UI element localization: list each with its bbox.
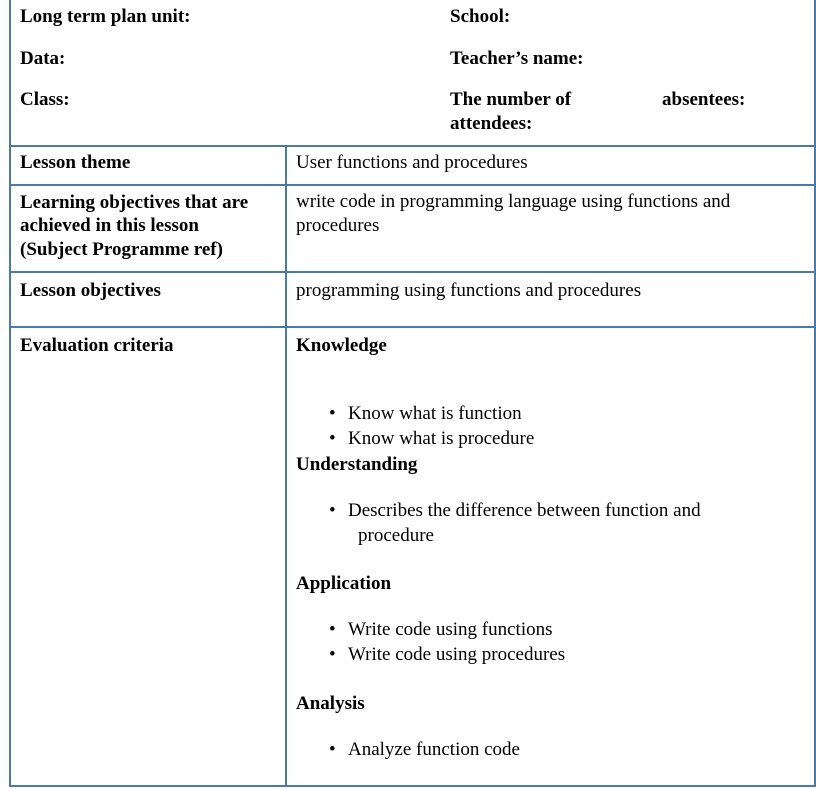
knowledge-list (329, 401, 535, 451)
school-label: School: (450, 6, 511, 27)
bullet-icon: • (329, 500, 336, 521)
teacher-name-label: Teacher’s name: (450, 48, 584, 69)
bullet-icon: • (329, 739, 336, 760)
application-list (329, 617, 566, 667)
attendees-label-line2: attendees: (450, 113, 533, 134)
row-divider-theme (9, 184, 816, 186)
bullet-icon: • (329, 644, 336, 665)
attendees-label-line1: The number of (450, 89, 572, 110)
class-label: Class: (20, 89, 70, 110)
absentees-label: absentees: (662, 89, 746, 110)
evaluation-criteria-label: Evaluation criteria (20, 335, 174, 356)
list-item: • Analyze function code (329, 739, 520, 760)
bullet-icon: • (329, 619, 336, 640)
row-divider-learning (9, 271, 816, 273)
understanding-heading: Understanding (296, 454, 418, 475)
list-item: • Describes the difference between function and (329, 500, 701, 521)
learning-objectives-value-line2: procedures (296, 215, 380, 236)
list-item: • Know what is procedure (329, 428, 535, 449)
knowledge-heading: Knowledge (296, 335, 387, 356)
long-term-plan-unit-label: Long term plan unit: (20, 6, 191, 27)
understanding-item-continuation: procedure (358, 525, 434, 546)
date-label: Data: (20, 48, 66, 69)
row-divider-objectives (9, 326, 816, 328)
learning-objectives-label-line3: (Subject Programme ref) (20, 239, 223, 260)
row-divider-header (9, 145, 816, 147)
understanding-list (329, 498, 701, 523)
application-heading: Application (296, 573, 392, 594)
lesson-objectives-value: programming using functions and procedures (296, 280, 642, 301)
lesson-theme-value: User functions and procedures (296, 152, 528, 173)
table-bottom-border (9, 785, 816, 787)
analysis-heading: Analysis (296, 693, 365, 714)
bullet-icon: • (329, 428, 336, 449)
column-divider (285, 145, 287, 787)
lesson-objectives-label: Lesson objectives (20, 280, 161, 301)
list-item: • Write code using procedures (329, 644, 566, 665)
bullet-icon: • (329, 403, 336, 424)
analysis-list (329, 737, 520, 762)
lesson-theme-label: Lesson theme (20, 152, 131, 173)
learning-objectives-label-line2: achieved in this lesson (20, 215, 199, 236)
list-item: • Know what is function (329, 403, 522, 424)
learning-objectives-label-line1: Learning objectives that are (20, 192, 249, 213)
table-left-border (9, 0, 11, 787)
list-item: • Write code using functions (329, 619, 553, 640)
learning-objectives-value-line1: write code in programming language using functions and (296, 191, 731, 212)
